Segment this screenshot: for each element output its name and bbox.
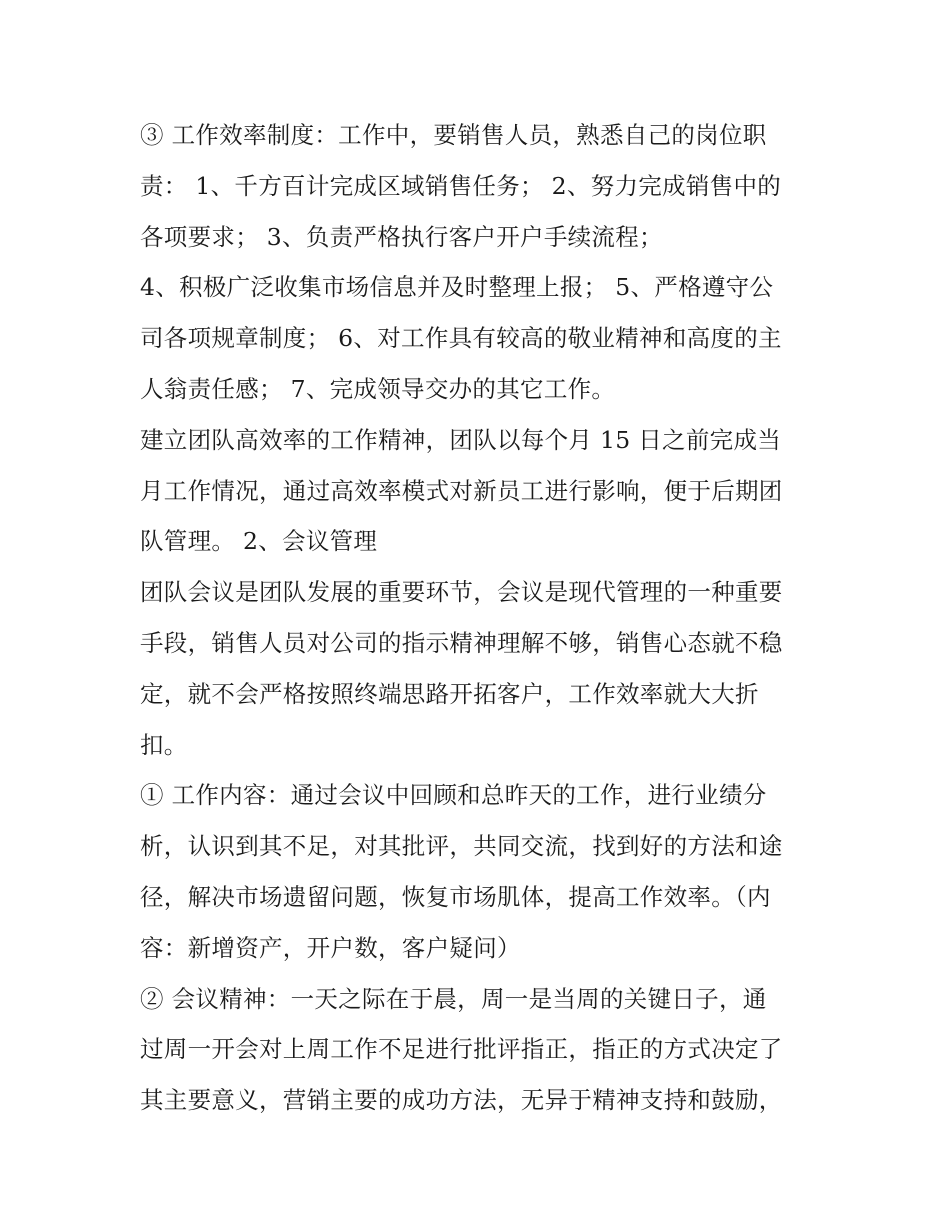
text-line: 责： 1、千方百计完成区域销售任务； 2、努力完成销售中的 bbox=[140, 171, 782, 200]
text-line: 手段，销售人员对公司的指示精神理解不够，销售心态就不稳 bbox=[140, 628, 783, 657]
text-line: 团队会议是团队发展的重要环节，会议是现代管理的一种重要 bbox=[140, 578, 783, 607]
text-line: 径，解决市场遗留问题，恢复市场肌体，提高工作效率。（内 bbox=[140, 882, 771, 911]
text-line: 析，认识到其不足，对其批评，共同交流，找到好的方法和途 bbox=[140, 832, 783, 861]
text-line: ② 会议精神：一天之际在于晨，周一是当周的关键日子，通 bbox=[140, 984, 767, 1013]
text-line: 扣。 bbox=[140, 730, 188, 759]
text-line: ③ 工作效率制度：工作中，要销售人员，熟悉自己的岗位职 bbox=[140, 121, 767, 149]
text-line: 月工作情况，通过高效率模式对新员工进行影响，便于后期团 bbox=[140, 476, 783, 505]
text-line: ① 工作内容：通过会议中回顾和总昨天的工作，进行业绩分 bbox=[140, 781, 767, 810]
text-line: 人翁责任感； 7、完成领导交办的其它工作。 bbox=[140, 374, 616, 403]
text-line: 其主要意义，营销主要的成功方法，无异于精神支持和鼓励， bbox=[140, 1086, 783, 1115]
document-body bbox=[140, 110, 820, 1126]
text-line: 队管理。 2、会议管理 bbox=[140, 527, 378, 556]
text-line: 定，就不会严格按照终端思路开拓客户，工作效率就大大折 bbox=[140, 679, 759, 708]
text-line: 各项要求； 3、负责严格执行客户开户手续流程； bbox=[140, 222, 663, 251]
text-line: 4、积极广泛收集市场信息并及时整理上报； 5、严格遵守公 bbox=[140, 273, 774, 302]
text-line: 过周一开会对上周工作不足进行批评指正，指正的方式决定了 bbox=[140, 1035, 783, 1064]
text-line: 司各项规章制度； 6、对工作具有较高的敬业精神和高度的主 bbox=[140, 324, 782, 353]
text-line: 容：新增资产，开户数，客户疑问） bbox=[140, 933, 521, 962]
text-line: 建立团队高效率的工作精神，团队以每个月 15 日之前完成当 bbox=[140, 425, 782, 454]
